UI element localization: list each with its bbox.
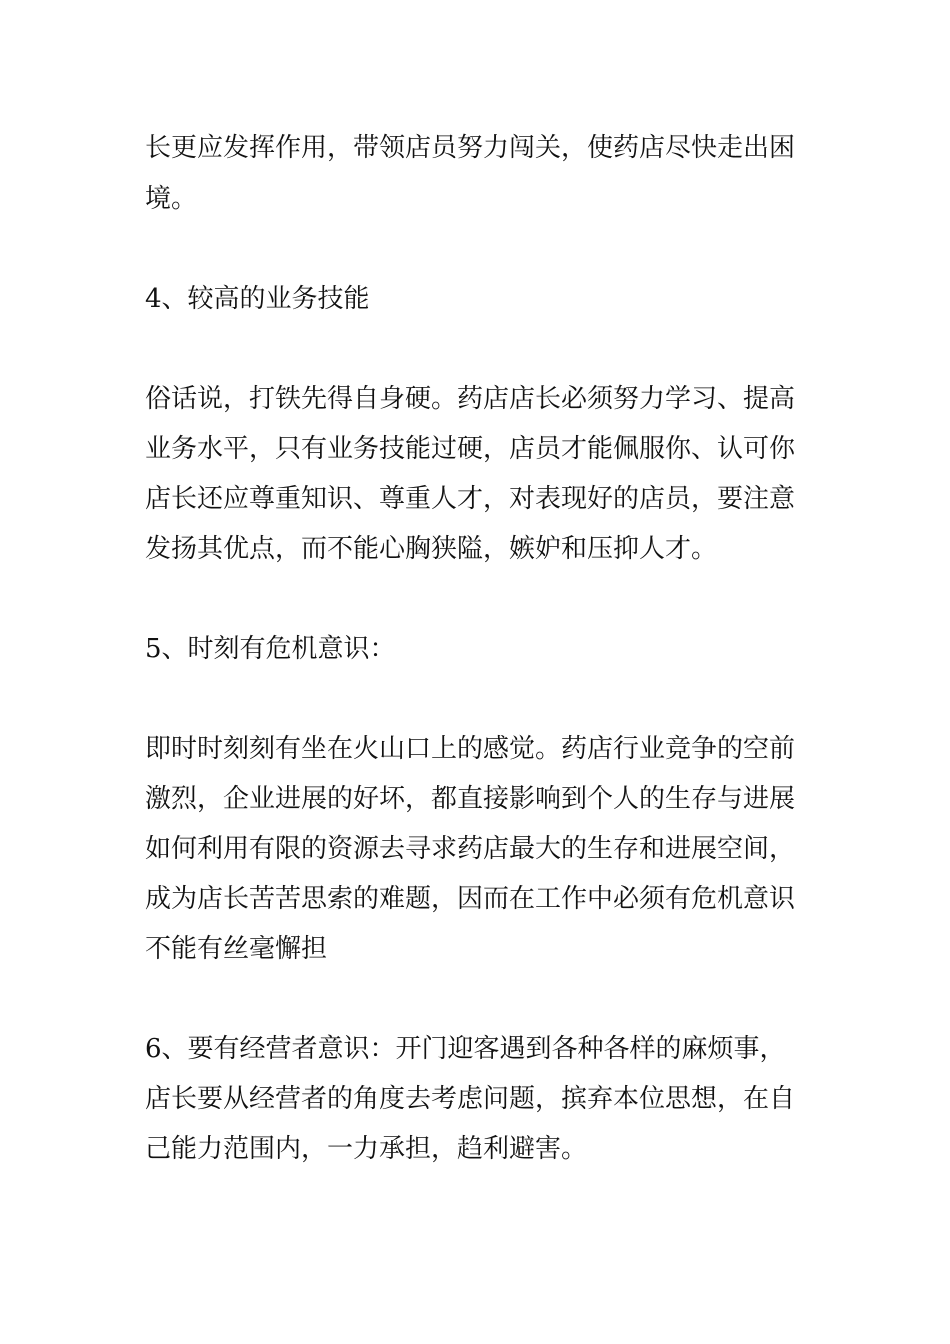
text-line: 激烈，企业进展的好坏，都直接影响到个人的生存与进展 (145, 784, 796, 814)
text-line: 俗话说，打铁先得自身硬。药店店长必须努力学习、提高 (145, 384, 796, 414)
text-line: 发扬其优点，而不能心胸狭隘，嫉妒和压抑人才。 (145, 534, 718, 564)
text-line: 己能力范围内，一力承担，趋利避害。 (145, 1134, 588, 1164)
text-line: 不能有丝毫懈担 (145, 934, 328, 964)
text-line: 店长还应尊重知识、尊重人才，对表现好的店员，要注意 (145, 484, 796, 514)
text-line: 如何利用有限的资源去寻求药店最大的生存和进展空间， (145, 834, 796, 864)
section-heading: 5、时刻有危机意识： (145, 634, 396, 664)
text-line: 店长要从经营者的角度去考虑问题，摈弃本位思想，在自 (145, 1084, 796, 1114)
text-line: 业务水平，只有业务技能过硬，店员才能佩服你、认可你 (145, 434, 796, 464)
text-line: 长更应发挥作用，带领店员努力闯关，使药店尽快走出困 (145, 133, 796, 163)
section-heading: 6、要有经营者意识：开门迎客遇到各种各样的麻烦事， (145, 1034, 786, 1064)
text-line: 即时时刻刻有坐在火山口上的感觉。药店行业竞争的空前 (145, 734, 796, 764)
text-line: 境。 (145, 184, 198, 214)
text-line: 成为店长苦苦思索的难题，因而在工作中必须有危机意识 (145, 884, 796, 914)
section-heading: 4、较高的业务技能 (145, 284, 370, 314)
